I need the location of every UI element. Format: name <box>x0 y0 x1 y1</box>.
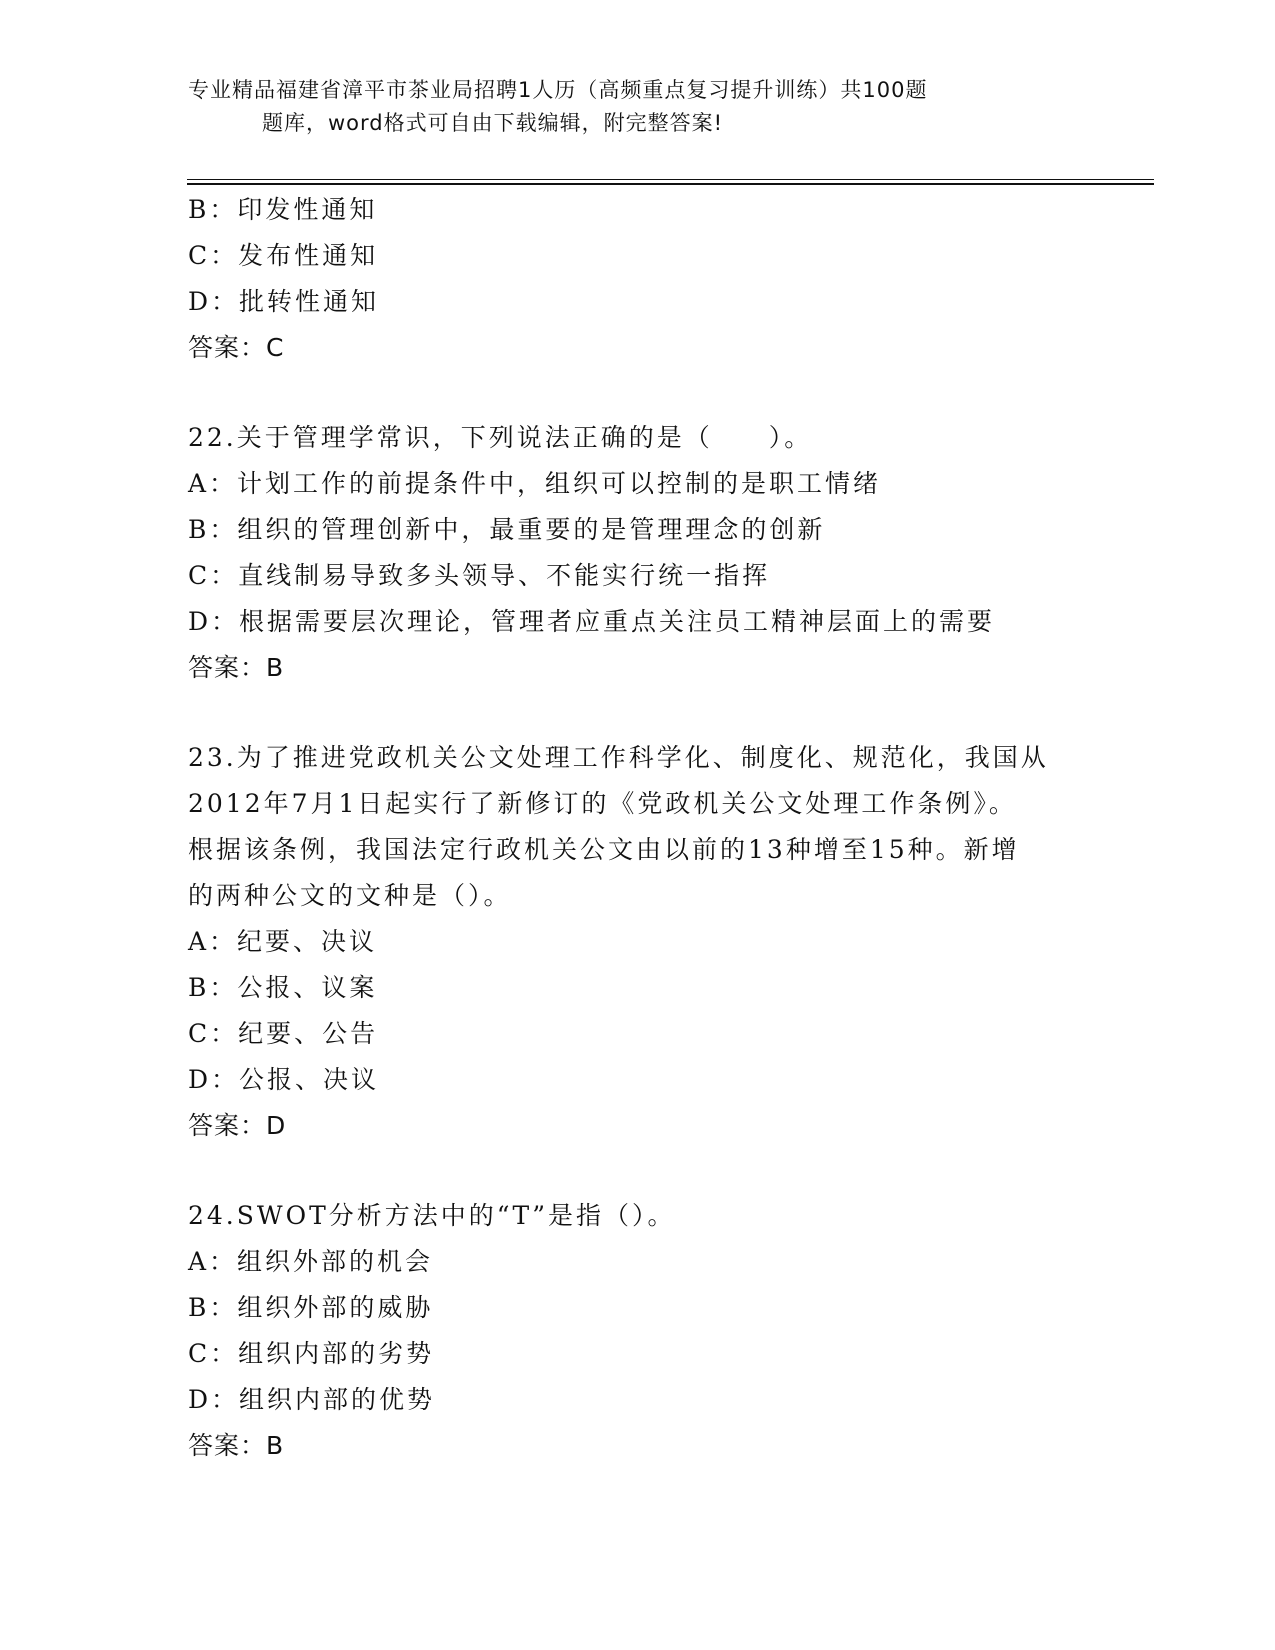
option-d: D：公报、决议 <box>188 1065 380 1094</box>
answer-line: 答案：B <box>188 653 285 682</box>
question-spacer <box>188 371 1108 415</box>
header-divider-thin <box>187 179 1154 180</box>
question-22 <box>188 415 1108 691</box>
answer-line: 答案：C <box>188 333 285 362</box>
answer-line: 答案：D <box>188 1111 287 1140</box>
option-b: B：印发性通知 <box>188 195 378 224</box>
option-a: A：纪要、决议 <box>188 927 378 956</box>
question-stem-line-4: 的两种公文的文种是（）。 <box>188 881 512 910</box>
option-b: B：公报、议案 <box>188 973 378 1002</box>
question-24 <box>188 1193 1108 1469</box>
header-divider-thick <box>187 183 1154 185</box>
question-stem-line-2: 2012年7月1日起实行了新修订的《党政机关公文处理工作条例》。 <box>188 789 1017 818</box>
option-c: C：组织内部的劣势 <box>188 1339 435 1368</box>
option-d: D：组织内部的优势 <box>188 1385 436 1414</box>
question-spacer <box>188 691 1108 735</box>
question-stem: 22.关于管理学常识，下列说法正确的是（ ）。 <box>188 423 813 452</box>
answer-line: 答案：B <box>188 1431 285 1460</box>
question-content <box>188 187 1108 1469</box>
option-d: D：根据需要层次理论，管理者应重点关注员工精神层面上的需要 <box>188 607 996 636</box>
option-a: A：计划工作的前提条件中，组织可以控制的是职工情绪 <box>188 469 882 498</box>
header-title-line-2: 题库，word格式可自由下载编辑，附完整答案! <box>262 111 724 135</box>
question-stem-line-3: 根据该条例，我国法定行政机关公文由以前的13种增至15种。新增 <box>188 835 1020 864</box>
question-stem-line-1: 23.为了推进党政机关公文处理工作科学化、制度化、规范化，我国从 <box>188 743 1049 772</box>
header-title-line-1: 专业精品福建省漳平市茶业局招聘1人历（高频重点复习提升训练）共100题 <box>188 78 928 102</box>
option-b: B：组织外部的威胁 <box>188 1293 434 1322</box>
question-stem: 24.SWOT分析方法中的“T”是指（）。 <box>188 1201 676 1230</box>
question-spacer <box>188 1149 1108 1193</box>
option-c: C：发布性通知 <box>188 241 379 270</box>
option-b: B：组织的管理创新中，最重要的是管理理念的创新 <box>188 515 826 544</box>
option-c: C：直线制易导致多头领导、不能实行统一指挥 <box>188 561 771 590</box>
question-23 <box>188 735 1108 1149</box>
option-c: C：纪要、公告 <box>188 1019 379 1048</box>
option-a: A：组织外部的机会 <box>188 1247 434 1276</box>
document-header <box>188 74 1088 140</box>
question-21-tail <box>188 187 1108 371</box>
option-d: D：批转性通知 <box>188 287 380 316</box>
